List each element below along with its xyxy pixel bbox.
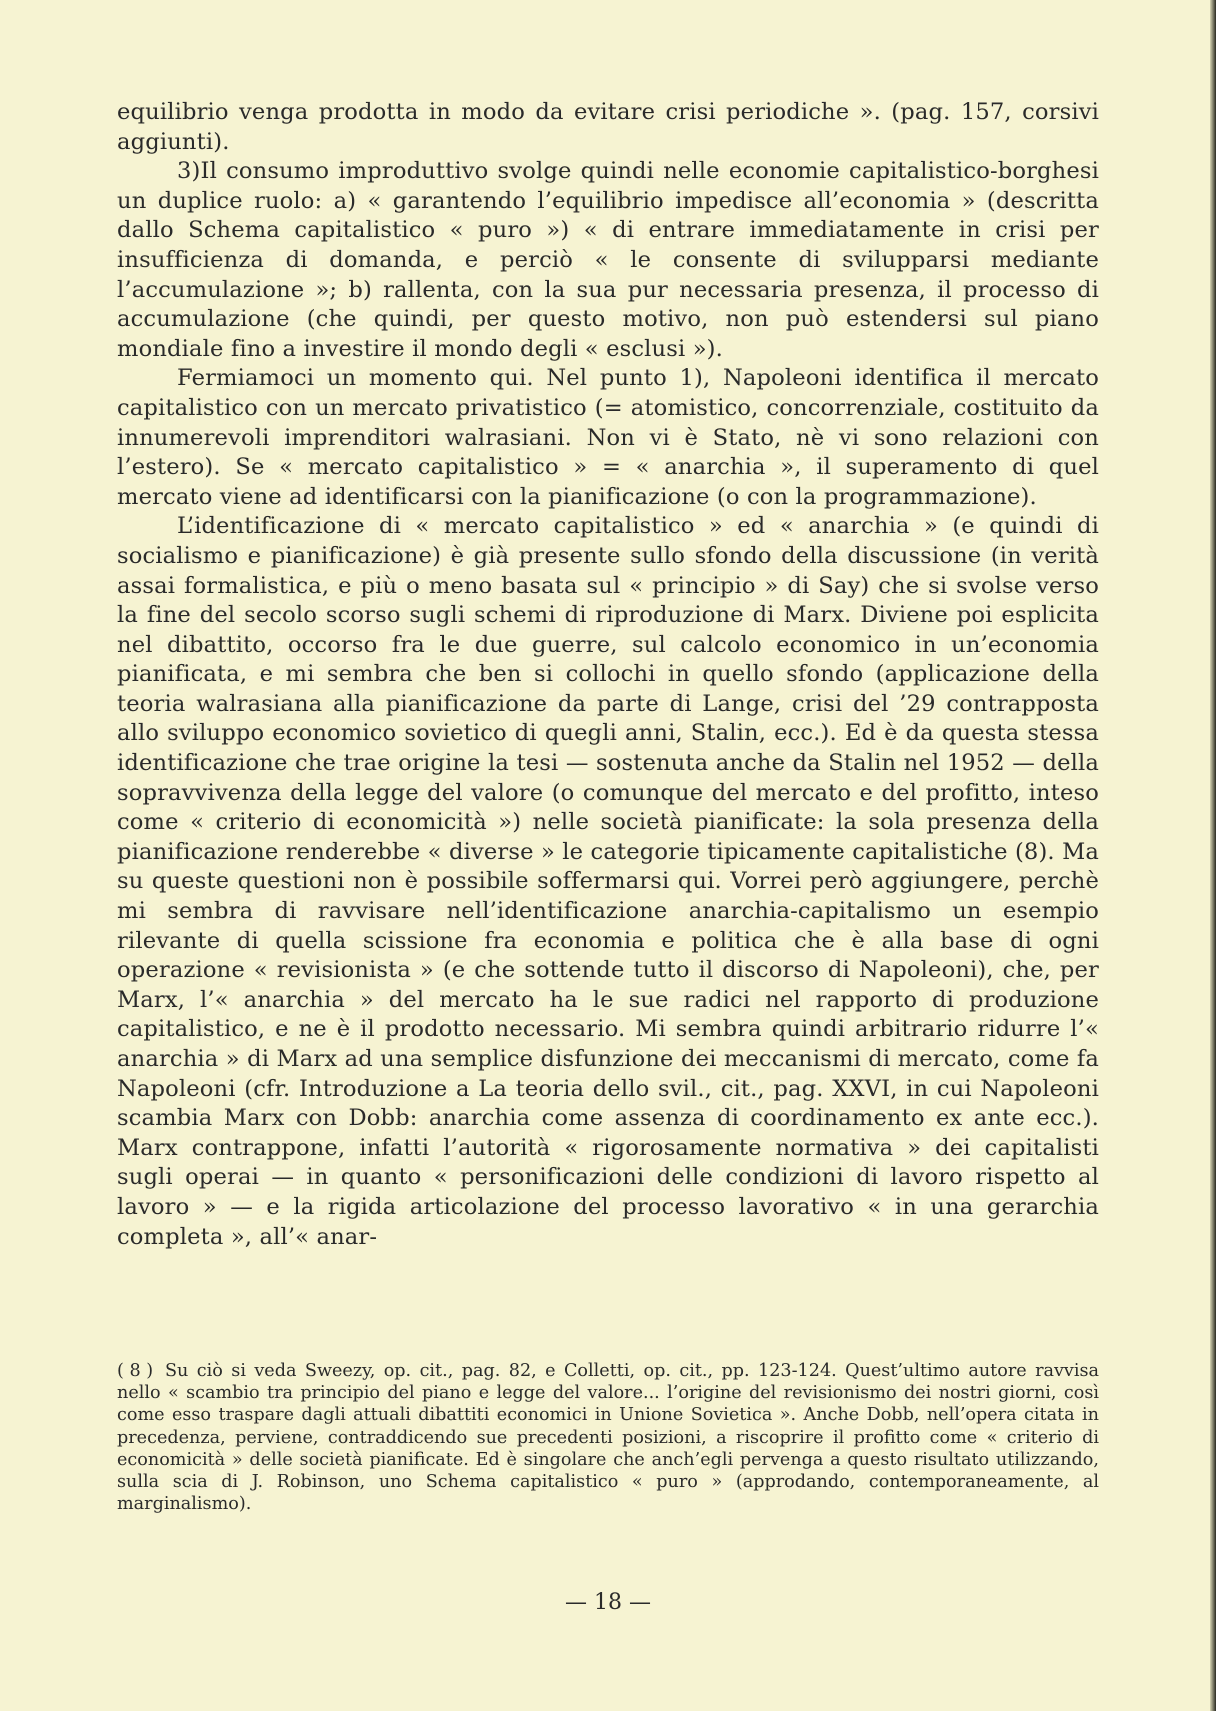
paragraph-identificazione: L’identificazione di « mercato capitalistico » ed « anarchia » (e quindi di socialismo e pianificazione) è già presente sullo sfondo della discussione (in verità assai formalistica, e più o meno basata sul « principio » di Say) che si svolse verso la fine del secolo scorso sugli schemi di riproduzione di Marx. Diviene poi esplicita nel dibattito, occorso fra le due guerre, sul calcolo economico in un’economia pianificata, e mi sembra che ben si collochi in quello sfondo (applicazione della teoria walrasiana alla pianificazione da parte di Lange, crisi del ’29 contrapposta allo sviluppo economico sovietico di quegli anni, Stalin, ecc.). Ed è da questa stessa identificazione che trae origine la tesi — sostenuta anche da Stalin nel 1952 — della sopravvivenza della legge del valore (o comunque del mercato e del profitto, inteso come « criterio di economicità ») nelle società pianificate: la sola presenza della pianificazione renderebbe « diverse » le categorie tipicamente capitalistiche (8). Ma su queste questioni non è possibile soffermarsi qui. Vorrei però aggiungere, perchè mi sembra di ravvisare nell’identificazione anarchia-capitalismo un esempio rilevante di quella scissione fra economia e politica che è alla base di ogni operazione « revisionista » (e che sottende tutto il discorso di Napoleoni), che, per Marx, l’« anarchia » del mercato ha le sue radici nel rapporto di produzione capitalistico, e ne è il prodotto necessario. Mi sembra quindi arbitrario ridurre l’« anarchia » di Marx ad una semplice disfunzione dei meccanismi di mercato, come fa Napoleoni (cfr. Introduzione a La teoria dello svil., cit., pag. XXVI, in cui Napoleoni scambia Marx con Dobb: anarchia come assenza di coordinamento ex ante ecc.). Marx contrappone, infatti l’autorità « rigorosamente normativa » dei capitalisti sugli operai — in quanto « personificazioni delle condizioni di lavoro rispetto al lavoro » — e la rigida articolazione del processo lavorativo « in una gerarchia completa », all’« anar- <box>117 513 1099 1250</box>
paragraph-continuation: equilibrio venga prodotta in modo da evitare crisi periodiche ». (pag. 157, corsivi aggiunti). <box>117 99 1099 155</box>
footnote-8 <box>117 1360 1099 1515</box>
page-edge-shadow <box>1210 0 1216 1711</box>
footnote-mark: ( 8 ) <box>117 1361 154 1381</box>
paragraph-fermiamoci: Fermiamoci un momento qui. Nel punto 1), Napoleoni identifica il mercato capitalistico con un mercato privatistico (= atomistico, concorrenziale, costituito da innumerevoli imprenditori walrasiani. Non vi è Stato, nè vi sono relazioni con l’estero). Se « mercato capitalistico » = « anarchia », il superamento di quel mercato viene ad identificarsi con la pianificazione (o con la programmazione). <box>117 365 1099 510</box>
paragraph-point-3: 3)Il consumo improduttivo svolge quindi nelle economie capitalistico-borghesi un duplice ruolo: a) « garantendo l’equilibrio impedisce all’economia » (descritta dallo Schema capitalistico « puro ») « di entrare immediatamente in crisi per insufficienza di domanda, e perciò « le consente di svilupparsi mediante l’accumulazione »; b) rallenta, con la sua pur necessaria presenza, il processo di accumulazione (che quindi, per questo motivo, non può estendersi sul piano mondiale fino a investire il mondo degli « esclusi »). <box>117 158 1099 362</box>
page-number: — 18 — <box>565 1590 651 1615</box>
footnote-text: Su ciò si veda Sweezy, op. cit., pag. 82, e Colletti, op. cit., pp. 123-124. Quest’ultimo autore ravvisa nello « scambio tra principio del piano e legge del valore... l’origine del revisionismo dei nostri giorni, così come esso traspare dagli attuali dibattiti economici in Unione Sovietica ». Anche Dobb, nell’opera citata in precedenza, perviene, contraddicendo sue precedenti posizioni, a riscoprire il profitto come « criterio di economicità » delle società pianificate. Ed è singolare che anch’egli pervenga a questo risultato utilizzando, sulla scia di J. Robinson, uno Schema capitalistico « puro » (approdando, contemporaneamente, al marginalismo). <box>117 1361 1099 1515</box>
body-text <box>117 98 1099 1252</box>
